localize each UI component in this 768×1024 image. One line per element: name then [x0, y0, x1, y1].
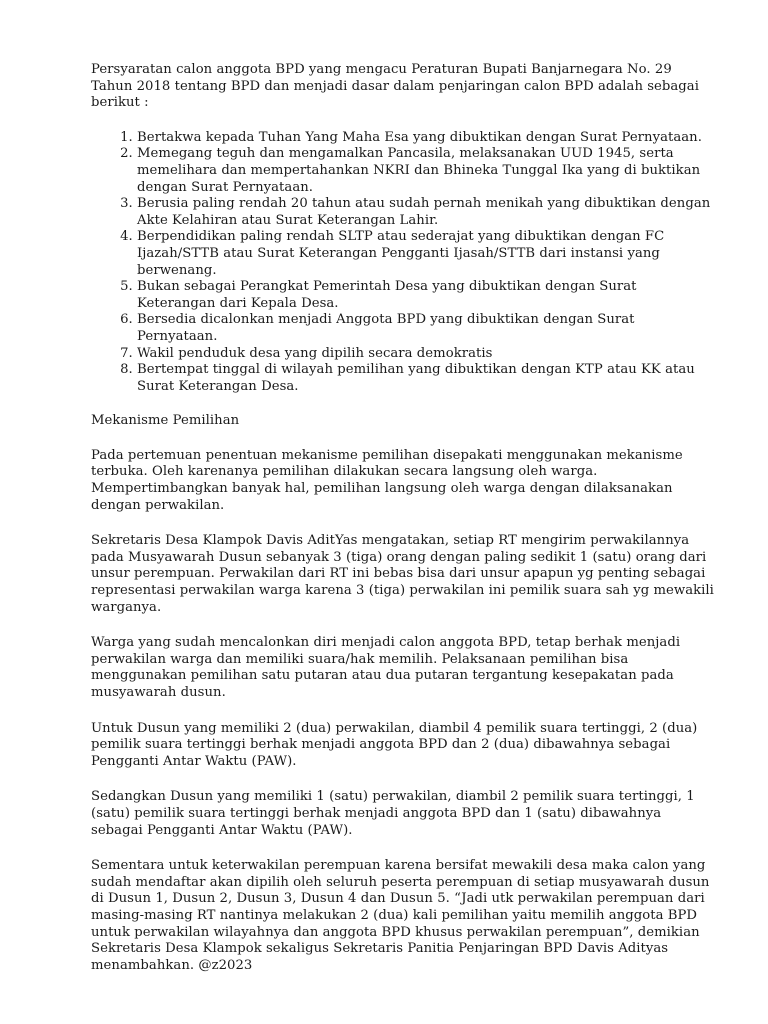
body-paragraph: Sementara untuk keterwakilan perempuan karena bersifat mewakili desa maka calon yang sudah mendaftar akan dipilih oleh seluruh peserta perempuan di setiap musyawarah dusun di Dusun 1, Dusun 2, Dusun 3, Dusun 4 dan Dusun 5. “Jadi utk perwakilan perempuan dari masing-masing RT nantinya melakukan 2 (dua) kali pemilihan yaitu memilih anggota BPD untuk perwakilan wilayahnya dan anggota BPD khusus perwakilan perempuan”, demikian Sekretaris Desa Klampok sekaligus Sekretaris Panitia Penjaringan BPD Davis Adityas menambahkan. @z2023 — [91, 858, 710, 973]
requirement-item: 4. Berpendidikan paling rendah SLTP atau sederajat yang dibuktikan dengan FC Ijazah/STTB atau Surat Keterangan Pengganti Ijasah/STTB dari instansi yang berwenang. — [137, 229, 716, 279]
requirement-item: 3. Berusia paling rendah 20 tahun atau sudah pernah menikah yang dibuktikan dengan Akte Kelahiran atau Surat Keterangan Lahir. — [137, 196, 716, 229]
body-paragraph: Untuk Dusun yang memiliki 2 (dua) perwakilan, diambil 4 pemilik suara tertinggi, 2 (dua) pemilik suara tertinggi berhak menjadi anggota BPD dan 2 (dua) dibawahnya sebagai Pengganti Antar Waktu (PAW). — [91, 720, 698, 769]
requirement-item: 5. Bukan sebagai Perangkat Pemerintah Desa yang dibuktikan dengan Surat Keterangan dari Kepala Desa. — [137, 279, 716, 312]
requirement-item: 2. Memegang teguh dan mengamalkan Pancasila, melaksanakan UUD 1945, serta memelihara dan mempertahankan NKRI dan Bhineka Tunggal Ika yang di buktikan dengan Surat Pernyataan. — [137, 146, 716, 196]
requirement-item: 8. Bertempat tinggal di wilayah pemilihan yang dibuktikan dengan KTP atau KK atau Surat Keterangan Desa. — [137, 362, 716, 395]
requirement-item: 1. Bertakwa kepada Tuhan Yang Maha Esa yang dibuktikan dengan Surat Pernyataan. — [137, 130, 716, 147]
intro-paragraph: Persyaratan calon anggota BPD yang mengacu Peraturan Bupati Banjarnegara No. 29 Tahun 2018 tentang BPD dan menjadi dasar dalam penjaringan calon BPD adalah sebagai berikut : — [91, 62, 699, 111]
section-heading: Mekanisme Pemilihan — [91, 413, 240, 429]
body-paragraph: Sedangkan Dusun yang memiliki 1 (satu) perwakilan, diambil 2 pemilik suara tertinggi, 1 (satu) pemilik suara tertinggi berhak menjadi anggota BPD dan 1 (satu) dibawahnya sebagai Pengganti Antar Waktu (PAW). — [91, 789, 695, 838]
body-paragraph: Warga yang sudah mencalonkan diri menjadi calon anggota BPD, tetap berhak menjadi perwakilan warga dan memiliki suara/hak memilih. Pelaksanaan pemilihan bisa menggunakan pemilihan satu putaran atau dua putaran tergantung kesepakatan pada musyawarah dusun. — [91, 635, 681, 700]
requirement-item: 6. Bersedia dicalonkan menjadi Anggota BPD yang dibuktikan dengan Surat Pernyataan. — [137, 312, 716, 345]
body-paragraph: Sekretaris Desa Klampok Davis AditYas mengatakan, setiap RT mengirim perwakilannya pada Musyawarah Dusun sebanyak 3 (tiga) orang dengan paling sedikit 1 (satu) orang dari unsur perempuan. Perwakilan dari RT ini bebas bisa dari unsur apapun yg penting sebagai representasi perwakilan warga karena 3 (tiga) perwakilan ini pemilik suara sah yg mewakili warganya. — [91, 533, 714, 615]
body-paragraph: Pada pertemuan penentuan mekanisme pemilihan disepakati menggunakan mekanisme terbuka. Oleh karenanya pemilihan dilakukan secara langsung oleh warga. Mempertimbangkan banyak hal, pemilihan langsung oleh warga dengan dilaksanakan dengan perwakilan. — [91, 447, 683, 513]
requirements-list — [91, 130, 716, 396]
requirement-item: 7. Wakil penduduk desa yang dipilih secara demokratis — [137, 346, 716, 363]
